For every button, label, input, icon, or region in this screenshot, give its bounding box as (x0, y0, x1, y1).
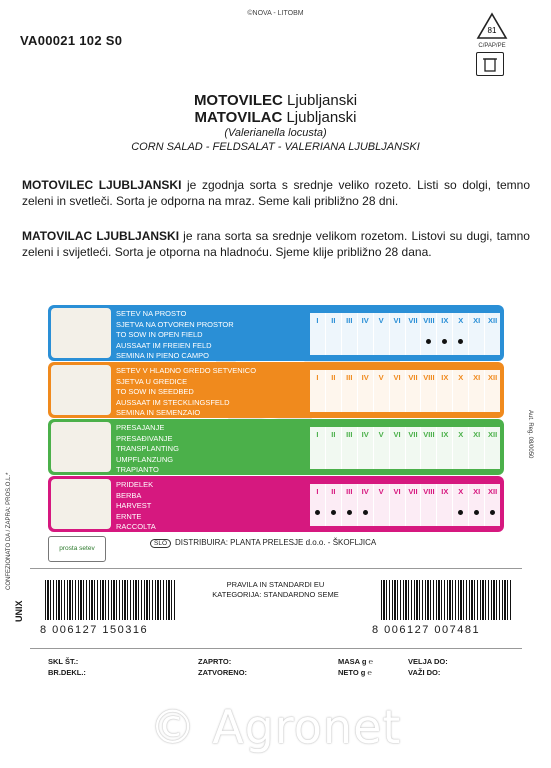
month-label: III (346, 373, 353, 382)
month-cell (341, 313, 357, 355)
recycle-label: C/PAP/PE (478, 43, 506, 49)
month-cell (341, 427, 357, 469)
month-cell (436, 484, 452, 526)
month-cell (420, 484, 436, 526)
row-label: UMPFLANZUNG (116, 454, 174, 464)
month-cell (373, 427, 389, 469)
month-grid (310, 370, 500, 412)
closed-fields: ZAPRTO: ZATVORENO: (198, 657, 248, 677)
row-label: PRESAJANJE (116, 423, 165, 432)
unix-label: UNIX (14, 600, 24, 622)
row-label: AUSSAAT IM STECKLINGSFELD (116, 397, 230, 407)
month-label: IV (361, 487, 369, 496)
eu-standard-note: PRAVILA IN STANDARDI EU KATEGORIJA: STANDARDNO SEME (212, 580, 339, 599)
month-cell (389, 484, 405, 526)
month-grid (310, 427, 500, 469)
month-cell (484, 313, 500, 355)
month-dot (458, 510, 463, 515)
divider (30, 568, 522, 569)
month-label: XII (488, 487, 498, 496)
month-cell (389, 313, 405, 355)
month-cell (373, 484, 389, 526)
month-cell (341, 484, 357, 526)
month-label: IX (441, 316, 449, 325)
month-label: IX (441, 373, 449, 382)
side-note-right: Aut. Reg. 08/0050 (527, 410, 533, 459)
month-label: VII (408, 316, 418, 325)
month-dot (315, 510, 320, 515)
month-label: X (458, 316, 464, 325)
month-cell (389, 370, 405, 412)
month-dot (347, 510, 352, 515)
month-label: III (346, 487, 353, 496)
month-label: XI (473, 430, 481, 439)
row-label: SETEV V HLADNO GREDO SETVENICO (116, 366, 257, 375)
calendar-row (48, 305, 504, 361)
month-label: II (331, 373, 336, 382)
month-cell (484, 484, 500, 526)
month-label: VI (393, 373, 401, 382)
side-note-left: CONFEZIONATO DA / ZAPRA: PROS.O.L.* (6, 472, 12, 590)
month-cell (436, 313, 452, 355)
month-label: IV (361, 430, 369, 439)
row-labels (116, 366, 256, 418)
month-cell (468, 427, 484, 469)
month-label: II (331, 430, 336, 439)
product-code: VA00021 102 S0 (20, 33, 123, 48)
month-label: II (331, 316, 336, 325)
transplant-picture (51, 422, 111, 472)
copyright-note: ©NOVA - LITOBM (247, 10, 304, 17)
harvest-picture (51, 479, 111, 529)
title-sl: MOTOVILEC Ljubljanski (193, 92, 358, 109)
month-dot (490, 510, 495, 515)
month-grid (310, 484, 500, 526)
month-cell (484, 427, 500, 469)
month-cell (310, 313, 325, 355)
month-label: I (316, 487, 319, 496)
month-label: XII (488, 430, 498, 439)
month-label: VI (393, 316, 401, 325)
month-label: IX (441, 430, 449, 439)
row-label: SEMINA IN SEMENZAIO (116, 408, 201, 417)
declaration-fields: SKL ŠT.: BR.DEKL.: (48, 657, 86, 677)
month-dot (458, 339, 463, 344)
month-label: III (346, 316, 353, 325)
recycle-icon (474, 12, 510, 40)
month-cell (420, 370, 436, 412)
month-grid (310, 313, 500, 355)
month-label: XII (488, 373, 498, 382)
row-label: BERBA (116, 490, 142, 500)
month-cell (389, 427, 405, 469)
barcode-1-number: 8 006127 150316 (40, 624, 149, 636)
month-label: I (316, 430, 319, 439)
seedbed-picture (51, 365, 111, 415)
month-cell (468, 484, 484, 526)
row-label: TRANSPLANTING (116, 444, 179, 453)
month-dot (474, 510, 479, 515)
month-cell (405, 484, 421, 526)
mass-fields: MASA g ℮ NETO g ℮ (338, 657, 374, 677)
barcode-2-number: 8 006127 007481 (372, 624, 481, 636)
valid-until-fields: VELJA DO: VAŽI DO: (408, 657, 448, 677)
month-cell (420, 427, 436, 469)
month-cell (373, 313, 389, 355)
month-label: X (458, 373, 464, 382)
month-label: VIII (423, 316, 435, 325)
latin-name: (Valerianella locusta) (224, 127, 327, 139)
month-label: V (378, 487, 384, 496)
month-cell (357, 370, 373, 412)
month-label: X (458, 430, 464, 439)
row-label: ERNTE (116, 511, 142, 521)
month-label: VIII (423, 373, 435, 382)
calendar-row (48, 362, 504, 418)
month-cell (452, 313, 468, 355)
month-label: IV (361, 316, 369, 325)
row-label: SJETVA NA OTVOREN PROSTOR (116, 319, 234, 329)
month-cell (310, 427, 325, 469)
calendar-row (48, 419, 504, 475)
month-cell (452, 370, 468, 412)
description-sl: MOTOVILEC LJUBLJANSKI je zgodnja sorta s srednje veliko rozeto. Listi so dolgi, temno zeleni in svetleči. Sorta je odporna na mraz. Seme kali približno 28 dni. (22, 178, 530, 208)
row-labels (116, 423, 179, 475)
trash-bin-icon (476, 52, 504, 76)
month-cell (484, 370, 500, 412)
month-dot (442, 339, 447, 344)
month-label: V (378, 316, 384, 325)
month-cell (357, 313, 373, 355)
recycle-number: 81 (487, 26, 497, 35)
title-hr: MATOVILAC Ljubljanski (194, 109, 357, 126)
month-cell (468, 370, 484, 412)
month-cell (373, 370, 389, 412)
month-label: III (346, 430, 353, 439)
month-cell (325, 313, 341, 355)
month-cell (341, 370, 357, 412)
description-hr: MATOVILAC LJUBLJANSKI je rana sorta sa srednje velikom rozetom. Listovi su dugi, tamno zeleni i svijetleći. Sorta je otporna na hladnoću. Sjeme klije približno 28 dana. (22, 229, 530, 259)
month-cell (325, 427, 341, 469)
month-label: V (378, 430, 384, 439)
month-cell (405, 313, 421, 355)
month-cell (436, 427, 452, 469)
month-label: IV (361, 373, 369, 382)
common-names: CORN SALAD - FELDSALAT - VALERIANA LJUBLJANSKI (131, 141, 420, 153)
month-label: XI (473, 373, 481, 382)
month-cell (310, 370, 325, 412)
month-cell (452, 484, 468, 526)
row-labels (116, 480, 156, 532)
calendar-row (48, 476, 504, 532)
month-cell (325, 484, 341, 526)
month-cell (405, 370, 421, 412)
month-label: II (331, 487, 336, 496)
month-label: XI (473, 487, 481, 496)
month-label: VIII (423, 487, 435, 496)
month-label: X (458, 487, 464, 496)
agronet-watermark: © Agronet (149, 700, 402, 754)
sow-directly-icon: prosta setev (48, 536, 106, 562)
distributor: SLO DISTRIBUIRA: PLANTA PRELESJE d.o.o. - ŠKOFLJICA (150, 538, 376, 548)
row-label: AUSSAAT IM FREIEN FELD (116, 340, 212, 350)
month-label: VIII (423, 430, 435, 439)
month-label: XI (473, 316, 481, 325)
row-label: PRESAĐIVANJE (116, 433, 173, 443)
month-label: VI (393, 430, 401, 439)
row-label: TO SOW IN OPEN FIELD (116, 330, 203, 339)
month-label: I (316, 373, 319, 382)
month-label: VI (393, 487, 401, 496)
row-label: HARVEST (116, 501, 152, 510)
month-dot (331, 510, 336, 515)
month-cell (452, 427, 468, 469)
month-cell (310, 484, 325, 526)
slo-badge: SLO (150, 539, 171, 548)
divider (30, 648, 522, 649)
barcode-2 (381, 580, 513, 620)
row-label: SJETVA U GREDICE (116, 376, 188, 386)
barcode-1 (45, 580, 177, 620)
month-label: XII (488, 316, 498, 325)
month-cell (405, 427, 421, 469)
month-label: I (316, 316, 319, 325)
title-block (0, 92, 551, 154)
sowing-field-picture (51, 308, 111, 358)
recycle-mark (474, 12, 510, 49)
month-cell (357, 427, 373, 469)
month-label: V (378, 373, 384, 382)
month-cell (420, 313, 436, 355)
row-label: PRIDELEK (116, 480, 154, 489)
month-cell (468, 313, 484, 355)
row-labels (116, 309, 234, 361)
month-label: VII (408, 430, 418, 439)
row-label: SEMINA IN PIENO CAMPO (116, 351, 209, 360)
row-label: TRAPIANTO (116, 465, 159, 474)
month-label: VII (408, 373, 418, 382)
month-cell (325, 370, 341, 412)
month-label: VII (408, 487, 418, 496)
row-label: TO SOW IN SEEDBED (116, 387, 194, 396)
month-label: IX (441, 487, 449, 496)
month-dot (363, 510, 368, 515)
month-dot (426, 339, 431, 344)
month-cell (436, 370, 452, 412)
month-cell (357, 484, 373, 526)
row-label: SETEV NA PROSTO (116, 309, 187, 318)
row-label: RACCOLTA (116, 522, 156, 531)
